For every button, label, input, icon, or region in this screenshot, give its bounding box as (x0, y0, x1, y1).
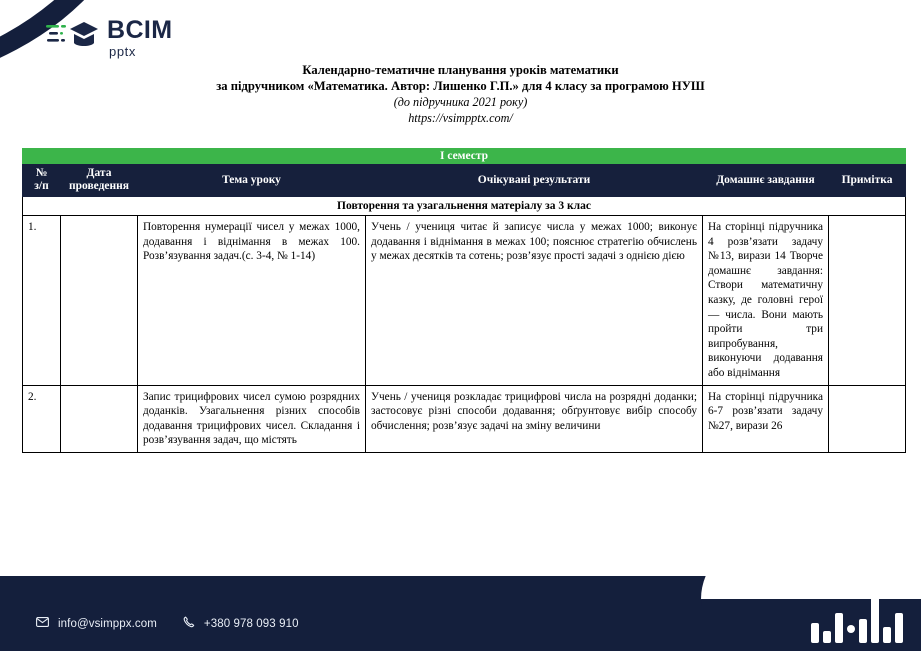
column-header-date (61, 164, 138, 197)
column-header-number (23, 164, 61, 197)
footer-email[interactable]: info@vsimppx.com (58, 617, 157, 630)
column-header-date-line2: проведення (68, 180, 130, 192)
envelope-icon (36, 617, 49, 630)
brand-name: BCIM (107, 16, 173, 44)
phone-icon (183, 616, 195, 631)
row-homework: На сторінці підручника 4 розв’язати задачу №13, вирази 14 Творче домашнє завдання: Створи математичну казку, де головні герої — числа. Вони мають пройти три випробування, виконуючи додавання або віднімання (703, 216, 829, 386)
table-row[interactable] (23, 385, 906, 452)
row-date[interactable] (61, 385, 138, 452)
title-line-3: (до підручника 2021 року) (393, 95, 528, 109)
column-header-number-line2: з/п (34, 180, 49, 192)
column-header-date-line1: Дата (86, 167, 112, 179)
table-header-row (23, 164, 906, 197)
table-row[interactable] (23, 216, 906, 386)
row-note[interactable] (829, 216, 906, 386)
row-results: Учень / учениця розкладає трицифрові числа на розрядні доданки; застосовує різні способи додавання; обґрунтовує вибір способу обчислення; розв’язує задачі на зміну величини (366, 385, 703, 452)
row-theme: Повторення нумерації чисел у межах 1000, додавання і віднімання в межах 100. Розв’язування задач.(с. 3-4, № 1-14) (138, 216, 366, 386)
bar-chart-decoration (811, 593, 903, 643)
section-title-row (23, 197, 906, 216)
title-site-url: https://vsimpptx.com/ (408, 111, 513, 125)
footer-curve-highlight (701, 479, 921, 599)
graduation-cap-icon (46, 19, 98, 58)
title-line-2: за підручником «Математика. Автор: Лишенко Г.П.» для 4 класу за програмою НУШ (216, 79, 705, 93)
page-title (0, 62, 921, 126)
row-results: Учень / учениця читає й записує числа у межах 1000; виконує додавання і віднімання в межах 100; пояснює стратегію обчислень у межах десятків та сотень; розв’язує прості задачі з однією дією (366, 216, 703, 386)
row-note[interactable] (829, 385, 906, 452)
semester-banner-label: I семестр (23, 149, 906, 164)
footer-phone[interactable]: +380 978 093 910 (203, 617, 299, 630)
row-theme: Запис трицифрових чисел сумою розрядних доданків. Узагальнення різних способів додавання трицифрових чисел. Складання і розв’язування задач, що містять (138, 385, 366, 452)
lesson-plan-table-wrapper (22, 148, 905, 453)
brand-logo-text (107, 18, 172, 58)
row-date[interactable] (61, 216, 138, 386)
title-line-1: Календарно-тематичне планування уроків математики (302, 63, 619, 77)
column-header-homework: Домашнє завдання (703, 164, 829, 197)
column-header-theme: Тема уроку (138, 164, 366, 197)
column-header-number-line1: № (35, 167, 48, 179)
row-number: 2. (23, 385, 61, 452)
footer-contact-info (36, 616, 299, 631)
row-number: 1. (23, 216, 61, 386)
lesson-plan-table (22, 148, 906, 453)
brand-logo (46, 18, 172, 58)
section-title-label: Повторення та узагальнення матеріалу за 3 клас (23, 197, 906, 216)
row-homework: На сторінці підручника 6-7 розв’язати задачу №27, вирази 26 (703, 385, 829, 452)
column-header-results: Очікувані результати (366, 164, 703, 197)
column-header-note: Примітка (829, 164, 906, 197)
brand-subname: pptx (109, 44, 136, 59)
semester-banner-row (23, 149, 906, 164)
